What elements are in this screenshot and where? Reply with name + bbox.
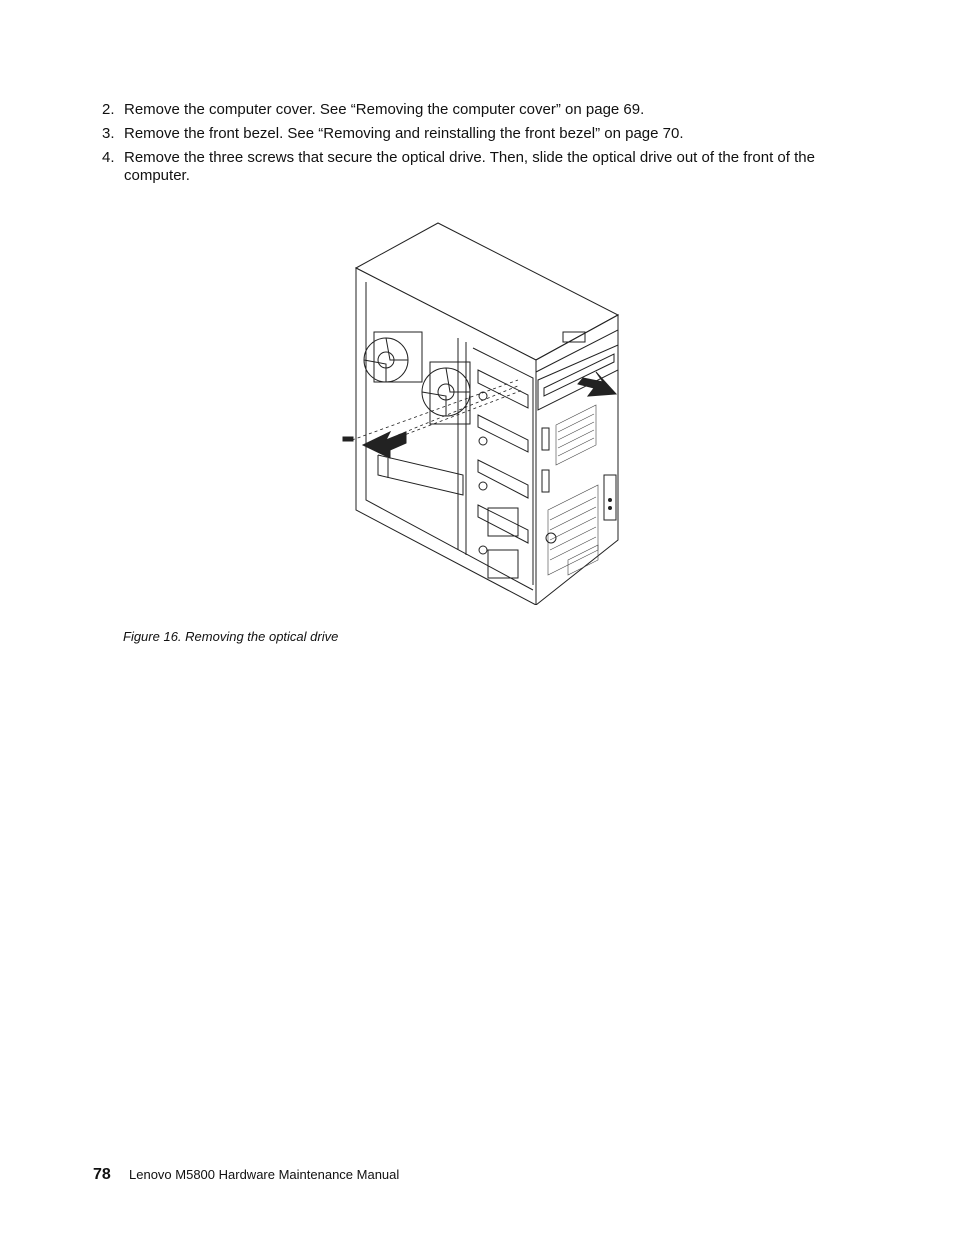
step-number: 2. [102,101,115,118]
step-number: 3. [102,125,115,142]
page-number: 78 [93,1166,111,1183]
manual-title: Lenovo M5800 Hardware Maintenance Manual [129,1167,400,1182]
figure-caption: Figure 16. Removing the optical drive [123,629,339,644]
instruction-steps [102,101,832,191]
step-text: Remove the front bezel. See “Removing and reinstalling the front bezel” on page 70. [124,125,684,142]
step-item [102,101,832,119]
step-text: Remove the three screws that secure the optical drive. Then, slide the optical drive out of the front of the computer. [124,149,815,184]
page-footer [93,1166,399,1184]
step-number: 4. [102,149,115,166]
optical-drive-removal-illustration [338,220,628,605]
step-item [102,149,832,185]
step-item [102,125,832,143]
step-text: Remove the computer cover. See “Removing the computer cover” on page 69. [124,101,645,118]
